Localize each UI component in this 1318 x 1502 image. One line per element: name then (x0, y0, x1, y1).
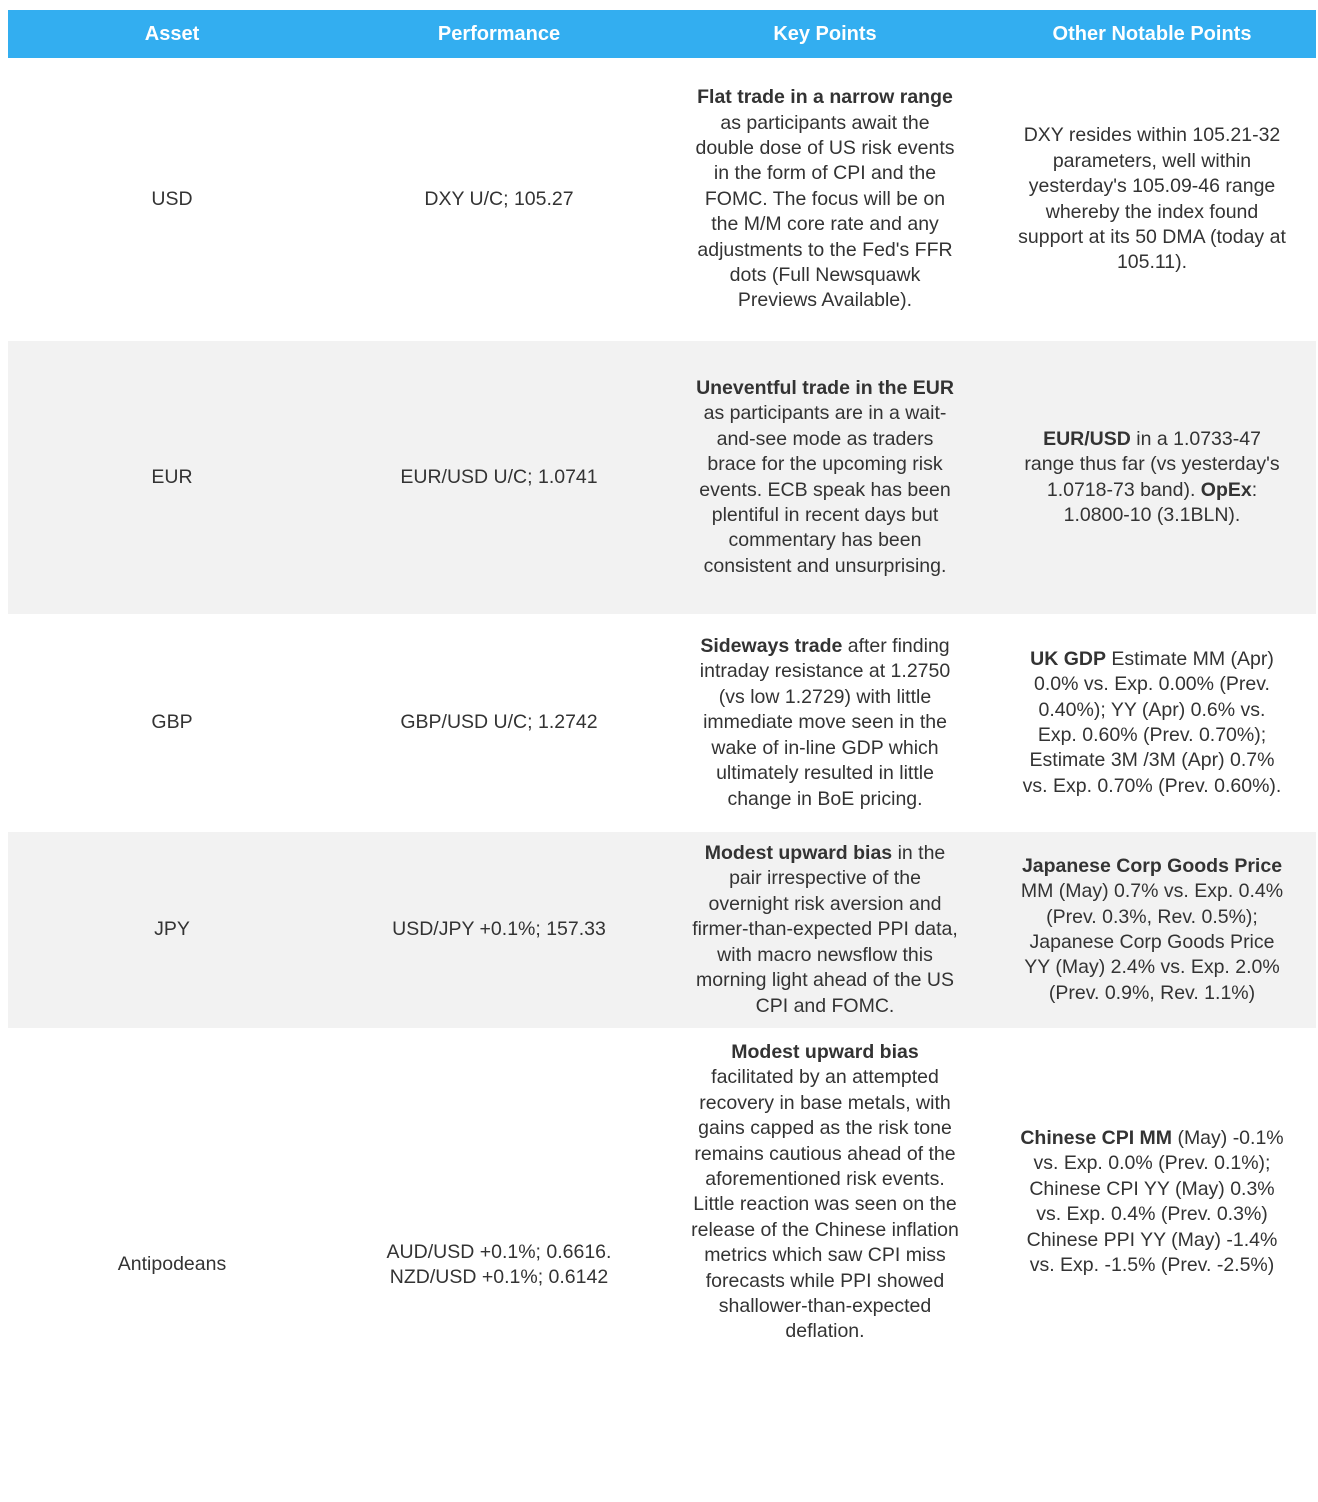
performance-line-aud: AUD/USD +0.1%; 0.6616. (386, 1240, 612, 1263)
header-asset: Asset (8, 10, 336, 58)
fx-summary-table-container (8, 10, 1316, 1502)
other-points-text: in a 1.0733-47 range thus far (vs yesterday's 1.0718-73 band). (1024, 427, 1280, 501)
key-points-cell (662, 58, 988, 341)
table-header-row (8, 10, 1316, 58)
table-row-gbp (8, 614, 1316, 832)
other-points-text: Estimate MM (Apr) 0.0% vs. Exp. 0.00% (Prev. 0.40%); YY (Apr) 0.6% vs. Exp. 0.60% (Prev. 0.70%); Estimate 3M /3M (Apr) 0.7% vs. Exp. 0.70% (Prev. 0.60%). (1022, 647, 1282, 797)
key-points-headline: Modest upward bias (704, 842, 893, 865)
opex-label: OpEx (1200, 478, 1252, 501)
key-points-headline: Uneventful trade in the EUR (696, 376, 954, 399)
header-performance: Performance (336, 10, 662, 58)
key-points-headline: Modest upward bias (731, 1041, 919, 1063)
key-points-body: in the pair irrespective of the overnight risk aversion and firmer-than-expected PPI data, with macro newsflow this morning light ahead of the US CPI and FOMC. (692, 842, 958, 1017)
asset-cell: Antipodeans (117, 1253, 227, 1276)
other-points-text: MM (May) 0.7% vs. Exp. 0.4% (Prev. 0.3%, Rev. 0.5%); Japanese Corp Goods Price YY (May) 2.4% vs. Exp. 2.0% (Prev. 0.9%, Rev. 1.1%) (1020, 880, 1284, 1004)
asset-cell: EUR (8, 341, 336, 614)
key-points-body: as participants await the double dose of US risk events in the form of CPI and the FOMC. The focus will be on the M/M core rate and any adjustments to the Fed's FFR dots (Full Newsquawk Previews Available). (695, 111, 955, 312)
other-points-text: DXY resides within 105.21-32 parameters, well within yesterday's 105.09-46 range whereby the index found support at its 50 DMA (today at 105.11). (1018, 124, 1286, 274)
key-points-body: after finding intraday resistance at 1.2750 (vs low 1.2729) with little immediate move seen in the wake of in-line GDP which ultimately resulted in little change in BoE pricing. (699, 635, 951, 810)
header-key-points: Key Points (662, 10, 988, 58)
performance-cell: USD/JPY +0.1%; 157.33 (336, 832, 662, 1028)
performance-cell: GBP/USD U/C; 1.2742 (400, 711, 598, 734)
key-points-body: as participants are in a wait-and-see mode as traders brace for the upcoming risk events. ECB speak has been plentiful in recent days but commentary has been consistent and unsurprising. (699, 402, 951, 577)
header-other-notable-points: Other Notable Points (988, 10, 1316, 58)
other-points-label: Chinese CPI MM (1020, 1127, 1173, 1149)
key-points-headline: Flat trade in a narrow range (697, 86, 953, 109)
performance-cell: DXY U/C; 105.27 (424, 187, 574, 210)
performance-cell: EUR/USD U/C; 1.0741 (336, 341, 662, 614)
asset-cell: USD (151, 187, 193, 210)
other-points-label: Japanese Corp Goods Price (1021, 854, 1283, 877)
other-points-text: (May) -0.1% vs. Exp. 0.0% (Prev. 0.1%); Chinese CPI YY (May) 0.3% vs. Exp. 0.4% (Prev. 0.3%) Chinese PPI YY (May) -1.4% vs. Exp. -1.5% (Prev. -2.5%) (1026, 1127, 1284, 1277)
other-points-cell (988, 832, 1316, 1028)
performance-line-nzd: NZD/USD +0.1%; 0.6142 (389, 1266, 609, 1288)
key-points-cell (662, 341, 988, 614)
asset-cell: JPY (8, 832, 336, 1028)
table-row-jpy (8, 832, 1316, 1028)
performance-cell (336, 1028, 662, 1502)
key-points-headline: Sideways trade (700, 635, 843, 658)
table-row-antipodeans (8, 1028, 1316, 1502)
other-points-cell (988, 341, 1316, 614)
asset-cell: GBP (151, 711, 193, 734)
key-points-cell (662, 832, 988, 1028)
other-points-label: EUR/USD (1043, 427, 1131, 450)
other-points-cell (988, 1028, 1316, 1502)
key-points-cell (662, 1028, 988, 1502)
other-points-cell (988, 614, 1316, 832)
table-row-eur (8, 341, 1316, 614)
fx-summary-table (8, 10, 1316, 1502)
key-points-body: facilitated by an attempted recovery in base metals, with gains capped as the risk tone remains cautious ahead of the aforementioned risk events. Little reaction was seen on the release of the Chinese inflation metrics which saw CPI miss forecasts while PPI showed shallower-than-expected deflation. (691, 1066, 959, 1343)
other-points-cell (988, 58, 1316, 341)
opex-text: : 1.0800-10 (3.1BLN). (1063, 478, 1258, 526)
table-row-usd (8, 58, 1316, 341)
other-points-label: UK GDP (1030, 647, 1106, 670)
key-points-cell (662, 614, 988, 832)
